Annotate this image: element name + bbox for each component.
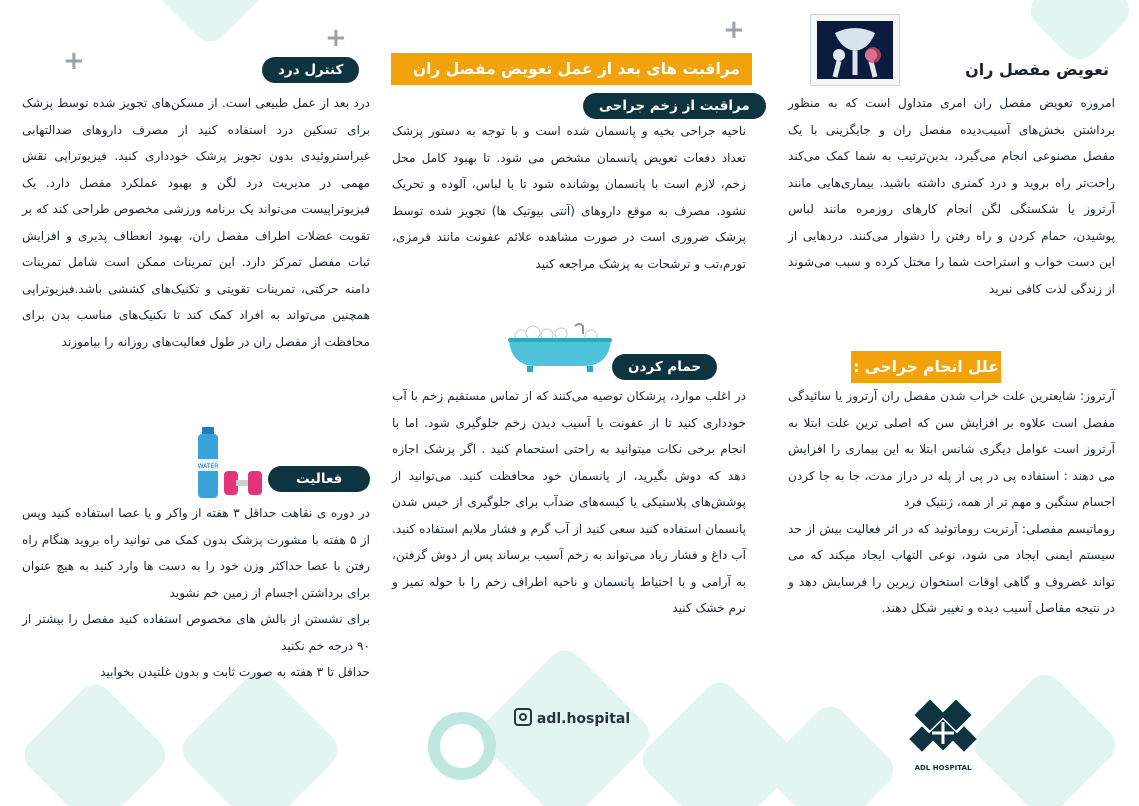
wound-care-title-row (583, 93, 766, 119)
hospital-logo (905, 700, 981, 772)
pain-control-paragraph: درد بعد از عمل طبیعی است. از مسکن‌های تجویز شده توسط پزشک برای تسکین درد استفاده کنید از مصرف داروهای ضدالتهابی غیراستروئیدی بدون تجویز پزشک خودداری کنید. فیزیوتراپی نقش مهمی در مدیریت درد لگن و بهبود عملکرد مفصل دارد. یک فیزیوتراپیست می‌تواند یک برنامه ورزشی مخصوص طراحی کند که بر تقویت عضلات اطراف مفصل ران، بهبود انعطاف پذیری و افزایش ثبات مفصل تمرکز دارد. این تمرینات ممکن است شامل تمرینات دامنه حرکتی، تمرینات تقویتی و تکنیک‌های کششی باشد.فیزیوتراپی همچنین می‌تواند به افراد کمک کند تا تکنیک‌های مناسب بدن برای محافظت از مفصل ران در طول فعالیت‌های روزانه را بیاموزند (22, 96, 370, 349)
bg-diamond (146, 0, 273, 49)
water-label: WATER (197, 463, 219, 470)
wound-care-title: مراقبت از زخم جراحی (583, 93, 766, 119)
bg-diamond (967, 667, 1123, 806)
bg-diamond (1023, 0, 1136, 67)
logo-text: ADL HOSPITAL (914, 764, 972, 772)
bathing-section (392, 383, 746, 622)
plus-icon: + (723, 15, 745, 45)
pain-control-section (22, 90, 370, 355)
activity-title-row (268, 466, 370, 492)
activity-section (22, 500, 370, 686)
hip-xray-image (810, 14, 900, 86)
bg-diamond (17, 677, 173, 806)
bg-ring (428, 712, 496, 780)
plus-icon: + (325, 23, 347, 53)
instagram-handle-text: adl.hospital (536, 711, 631, 727)
bg-diamond (759, 699, 900, 806)
instagram-icon (514, 708, 532, 726)
pain-control-title-row (262, 57, 359, 83)
causes-title: علل انجام جراحی : (851, 351, 1001, 383)
causes-section (788, 383, 1115, 622)
water-bottle-dumbbell-icon (192, 425, 272, 500)
hip-replacement-title: تعویض مفصل ران (965, 60, 1109, 79)
plus-icon: + (63, 46, 85, 76)
instagram-handle[interactable] (514, 708, 630, 727)
post-op-care-banner: مراقبت های بعد از عمل تعویض مفصل ران (391, 53, 752, 85)
bathing-title: حمام کردن (612, 354, 717, 380)
wound-care-section (392, 118, 746, 277)
activity-title: فعالیت (268, 466, 370, 492)
hip-replacement-intro (788, 90, 1115, 302)
bathing-paragraph: در اغلب موارد، پزشکان توصیه می‌کنند که از تماس مستقیم زخم با آب خودداری کنید تا از عفونت یا آسیب دیدن زخم جلوگیری شود. اما با انجام برخی نکات میتوانید به راحتی استحمام کنید . اگر پزشک اجازه دهد که دوش بگیرید، از پانسمان خود محافظت کنید. می‌توانید از پوشش‌های پلاستیکی یا کیسه‌های ضدآب برای جلوگیری از خیس شدن پانسمان استفاده کنید سعی کنید از آب گرم و فشار ملایم استفاده کنید. آب داغ و فشار زیاد می‌تواند به زخم آسیب برساند پس از دوش گرفتن، به آرامی و با احتیاط پانسمان و ناحیه اطراف زخم را با حوله تمیز و نرم خشک کنید (392, 389, 746, 615)
intro-paragraph: امروزه تعویض مفصل ران امری متداول است که به منظور برداشتن بخش‌های آسیب‌دیده مفصل ران و جایگزینی با یک مفصل مصنوعی انجام می‌گیرد، بدین‌ترتیب به شما کمک می‌کند راحت‌تر راه بروید و درد کمتری داشته باشید. بیماری‌هایی مانند آرتروز یا شکستگی لگن انجام کارهای روزمره مانند لباس پوشیدن، حمام کردن و راه رفتن را دشوار می‌کنند. دردهایی از این دست خواب و استراحت شما را مختل کرده و سبب می‌شوند از زندگی لذت کافی نبرید (788, 96, 1115, 296)
bg-diamond (175, 665, 345, 806)
bathing-title-row (612, 354, 717, 380)
causes-paragraph: آرتروز: شایعترین علت خراب شدن مفصل ران آرتروز یا سائیدگی مفصل است علاوه بر افزایش سن که اصلی ترین علت ابتلا به آرتروز است عوامل دیگری شانس ابتلا به این بیماری را افزایش می دهند : استفاده پی در پی از پله در دراز مدت، جا به جا کردن اجسام سنگین و مهم تر از همه، ژنتیک فرد روماتیسم مفصلی: آرتریت روماتوئید که در اثر فعالیت بیش از حد سیستم ایمنی ایجاد می شود، نوعی التهاب ایجاد میکند که می تواند غضروف و گاهی اوقات استخوان زیرین را فرسایش دهد و در نتیجه مفاصل آسیب دیده و تغییر شکل دهند. (788, 389, 1115, 615)
bathtub-icon (505, 322, 615, 374)
activity-paragraph: در دوره ی نقاهت حداقل ۳ هفته از واکر و یا عصا استفاده کنید وپس از ۵ هفته با مشورت پزشک بدون کمک می توانید راه بروید هنگام راه رفتن با عصا حداکثر وزن خود را به دست ها وارد کنید به هیچ عنوان برای برداشتن اجسام از زمین خم نشوید برای نشستن از بالش های مخصوص استفاده کنید مفصل را بیشتر از ۹۰ درجه خم نکنید حداقل تا ۳ هفته به صورت ثابت و بدون غلتیدن بخوابید (22, 506, 370, 679)
wound-care-paragraph: ناحیه جراحی بخیه و پانسمان شده است و با توجه به دستور پزشک تعداد دفعات تعویض پانسمان مشخص می شود. تا بهبود کامل محل زخم، لازم است با پانسمان پوشانده شود تا با لباس، آلوده و تحریک نشود. مصرف به موقع داروهای (آنتی بیوتیک ها) تجویز شده توسط پزشک ضروری است در صورت مشاهده علائم عفونت مانند قرمزی، تورم،تب و ترشحات به پزشک مراجعه کنید (392, 124, 746, 271)
pain-control-title: کنترل درد (262, 57, 359, 83)
